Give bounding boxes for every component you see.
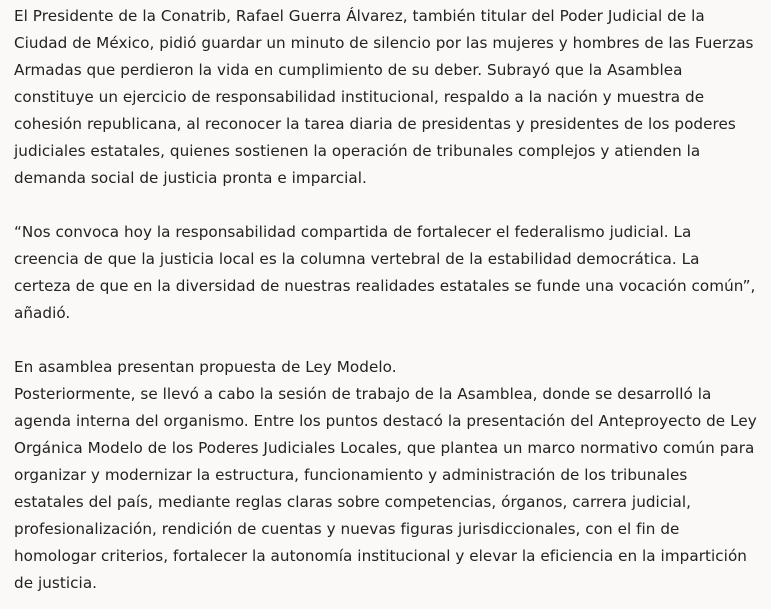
paragraph-text: Posteriormente, se llevó a cabo la sesión de trabajo de la Asamblea, donde se desarrolló la agenda interna del organismo. Entre los puntos destacó la presentación del Anteproyecto de Ley Orgánica Modelo de los Poderes Judiciales Locales, que plantea un marco normativo común para organizar y modernizar la estructura, funcionamiento y administración de los tribunales estatales del país, mediante reglas claras sobre competencias, órganos, carrera judicial, profesionalización, rendición de cuentas y nuevas figuras jurisdiccionales, con el fin de homologar criterios, fortalecer la autonomía institucional y elevar la eficiencia en la impartición de justicia. xyxy=(14,385,757,592)
paragraph-lead xyxy=(14,0,757,192)
paragraph-text: En asamblea presentan propuesta de Ley Modelo. xyxy=(14,358,397,376)
paragraph-text: “Nos convoca hoy la responsabilidad compartida de fortalecer el federalismo judicial. La creencia de que la justicia local es la columna vertebral de la estabilidad democrática. La certeza de que en la diversidad de nuestras realidades estatales se funde una vocación común”, añadió. xyxy=(14,223,756,322)
paragraph-quote xyxy=(14,219,757,327)
paragraph-text: El Presidente de la Conatrib, Rafael Guerra Álvarez, también titular del Poder Judicial de la Ciudad de México, pidió guardar un minuto de silencio por las mujeres y hombres de las Fuerzas Armadas que perdieron la vida en cumplimiento de su deber. Subrayó que la Asamblea constituye un ejercicio de responsabilidad institucional, respaldo a la nación y muestra de cohesión republicana, al reconocer la tarea diaria de presidentas y presidentes de los poderes judiciales estatales, quienes sostienen la operación de tribunales complejos y atienden la demanda social de justicia pronta e imparcial. xyxy=(14,7,754,187)
paragraph-subhead xyxy=(14,354,757,381)
paragraph-body xyxy=(14,381,757,597)
